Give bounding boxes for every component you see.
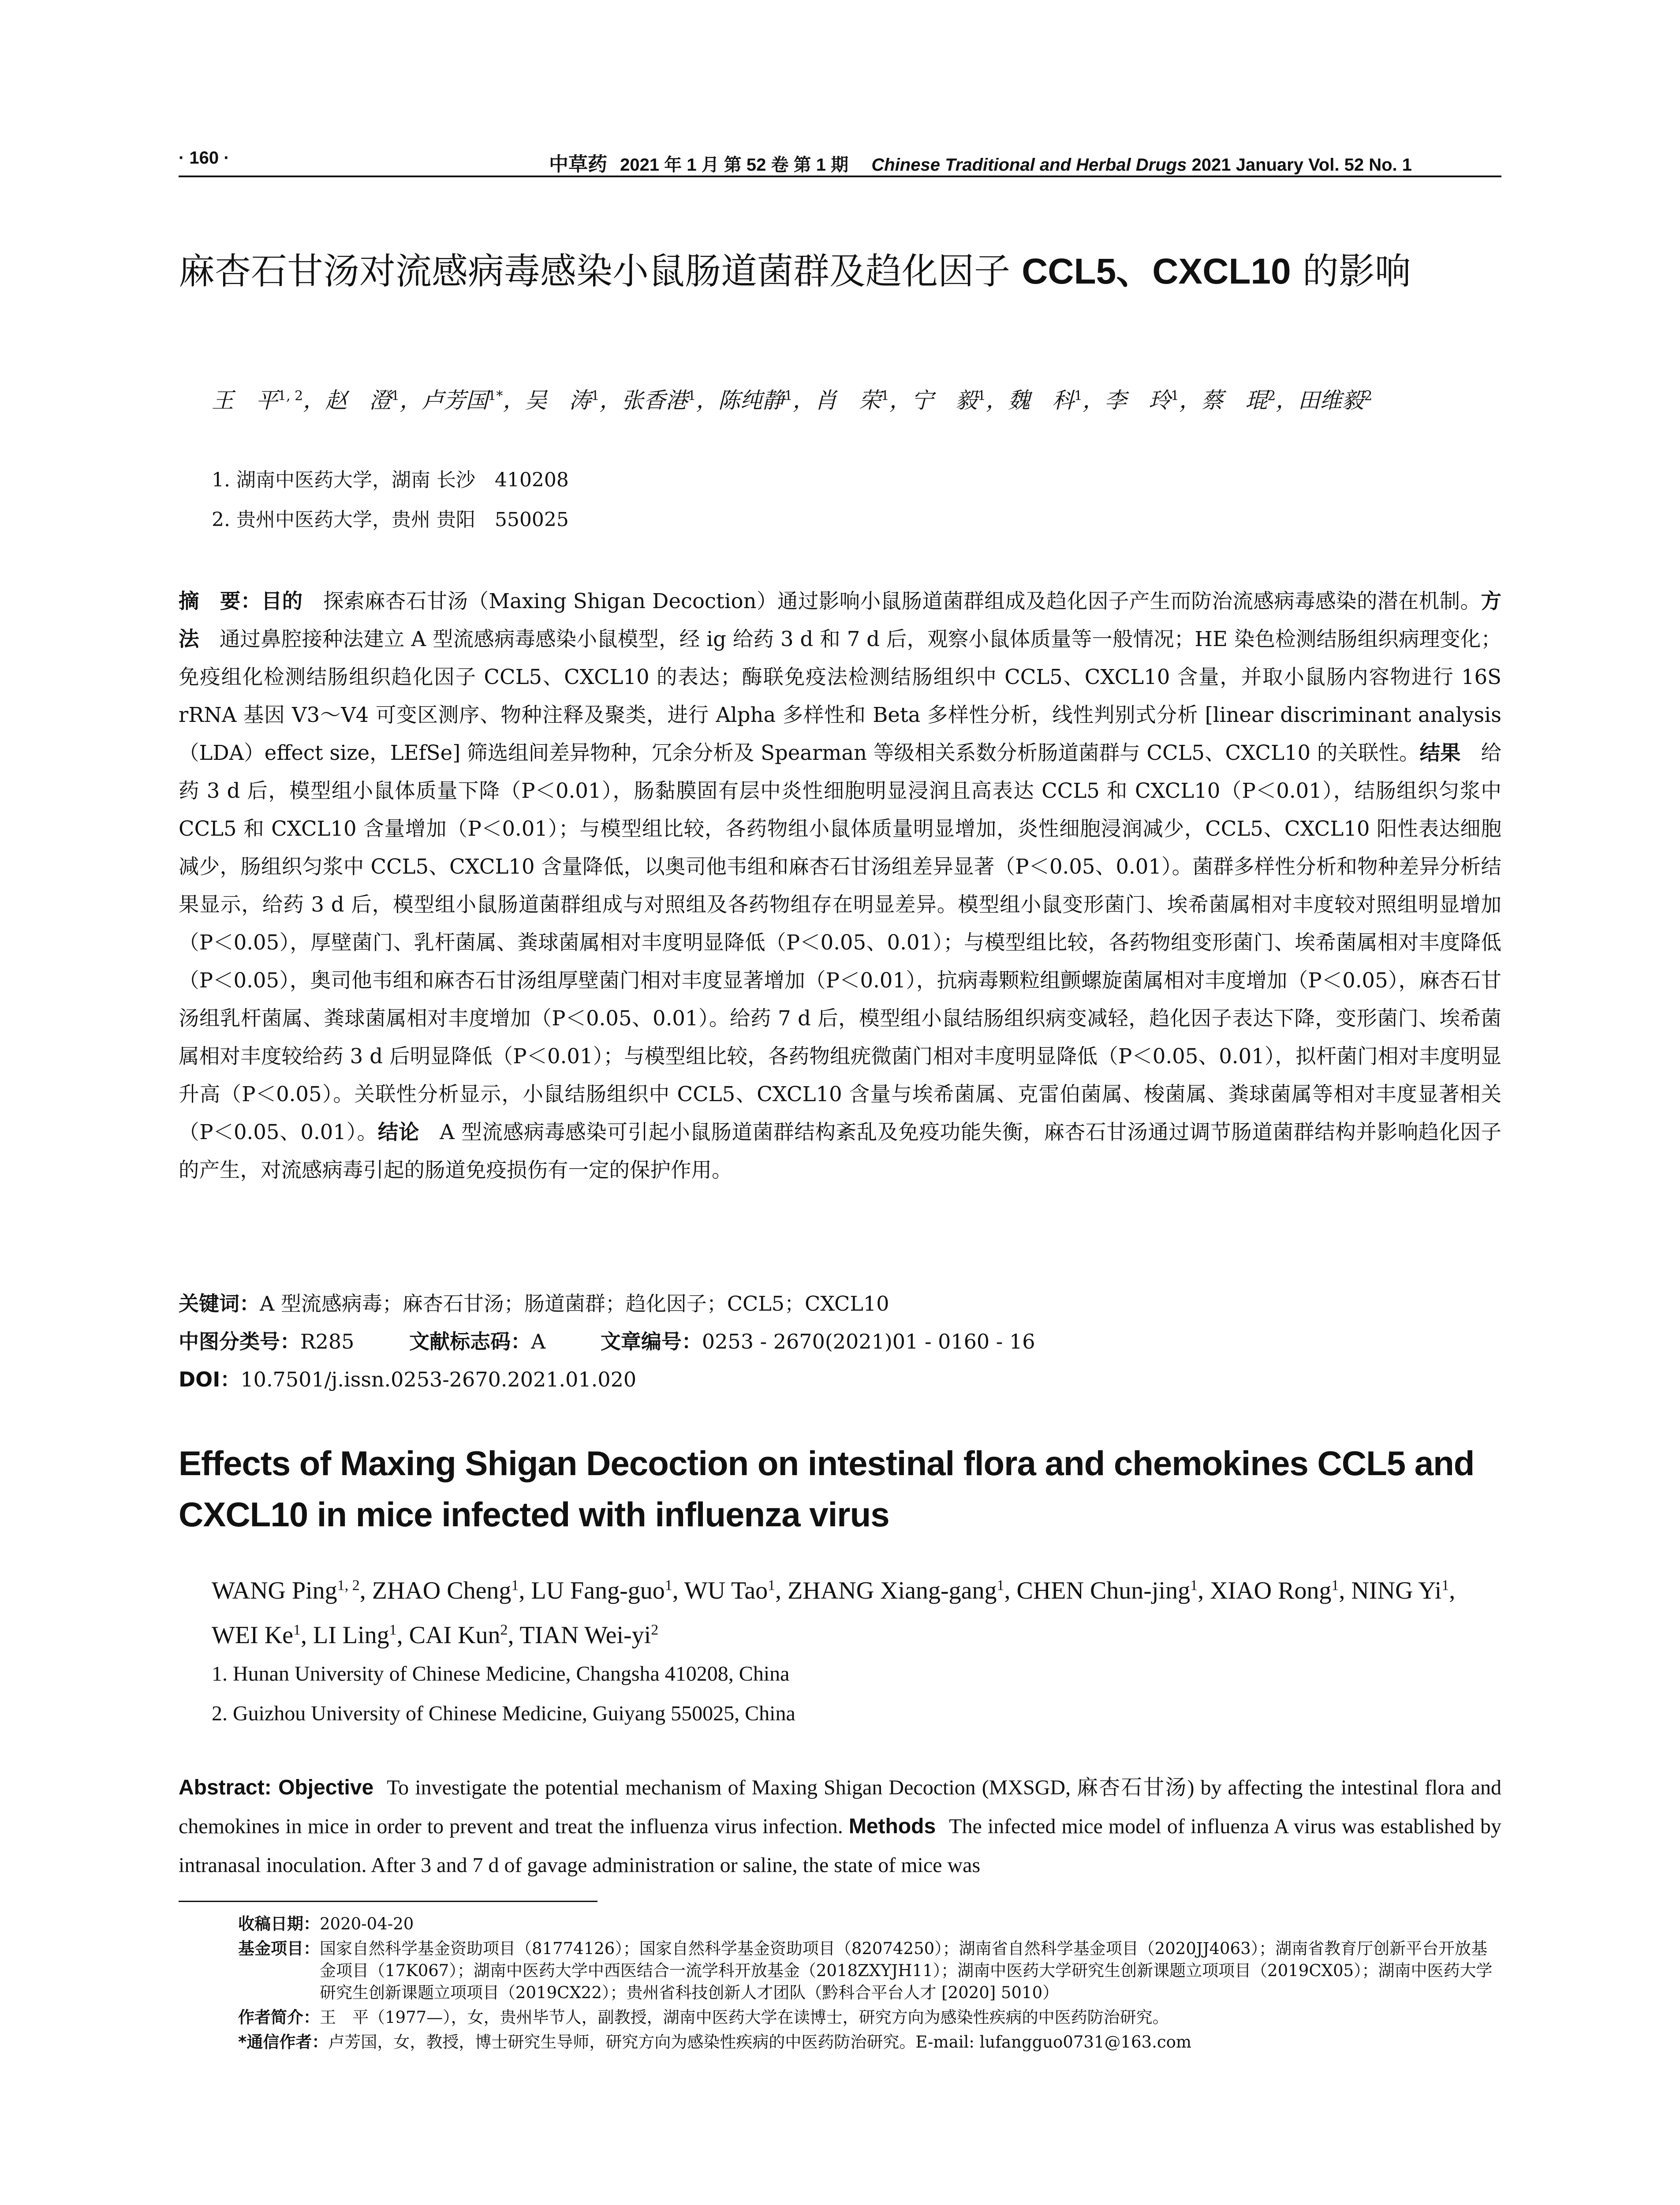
clc-value: R285 xyxy=(300,1330,355,1353)
methods-zh: 通过鼻腔接种法建立 A 型流感病毒感染小鼠模型，经 ig 给药 3 d 和 7 d 后，观察小鼠体质量等一般情况；HE 染色检测结肠组织病理变化；免疫组化检测结肠组织趋化因子 CCL5、CXCL10 的表达；酶联免疫法检测结肠组织中 CCL5、CXCL10 含量，并取小鼠肠内容物进行 16S rRNA 基因 V3～V4 可变区测序、物种注释及聚类，进行 Alpha 多样性和 Beta 多样性分析，线性判别式分析 [linear discriminant analysis（LDA）effect size，LEfSe] 筛选组间差异物种，冗余分析及 Spearman 等级相关系数分析肠道菌群与 CCL5、CXCL10 的关联性。 xyxy=(179,627,1502,765)
conclusion-zh-label: 结论 xyxy=(377,1120,420,1144)
title-zh xyxy=(179,243,1501,300)
author: LI Ling$^1$ xyxy=(313,1622,397,1649)
author: NING Yi$^1$ xyxy=(1351,1577,1449,1604)
affiliation-zh-2: 2. 贵州中医药大学，贵州 贵阳 550025 xyxy=(212,508,569,531)
objective-en: To investigate the potential mechanism of Maxing Shigan Decoction (MXSGD, 麻杏石甘汤) by affecting the intestinal flora and chemokines in mice in order to prevent and treat the influenza virus infection. xyxy=(179,1776,1501,1838)
title-zh-main: 麻杏石甘汤对流感病毒感染小鼠肠道菌群及趋化因子 xyxy=(179,250,1022,292)
affiliation-en-1: 1. Hunan University of Chinese Medicine, Changsha 410208, China xyxy=(212,1662,790,1686)
author: WEI Ke$^1$ xyxy=(212,1622,301,1649)
methods-en: The infected mice model of influenza A virus was established by intranasal inoculation. After 3 and 7 d of gavage administration or saline, the state of mice was xyxy=(179,1815,1502,1877)
page-number: · 160 · xyxy=(179,148,230,168)
keywords-value: A 型流感病毒；麻杏石甘汤；肠道菌群；趋化因子；CCL5；CXCL10 xyxy=(260,1292,889,1316)
author: 赵 澄$^1$ xyxy=(325,387,400,413)
author: CHEN Chun-jing$^1$ xyxy=(1016,1577,1198,1604)
authors-en: WANG Ping$^{1, 2}$, ZHAO Cheng$^1$, LU Fang-guo$^1$, WU Tao$^1$, ZHANG Xiang-gang$^1$, CHEN Chun-jing$^1$, XIAO Rong$^1$, NING Yi$^1$, WEI Ke$^1$, LI Ling$^1$, CAI Kun$^2$, TIAN Wei-$yi^2$ xyxy=(212,1577,1456,1649)
author: 王 平$^{1, 2}$ xyxy=(212,387,303,413)
footnote-author-bio: 作者简介： 王 平（1977—），女，贵州毕节人，副教授，湖南中医药大学在读博士，研究方向为感染性疾病的中医药防治研究。 xyxy=(238,2008,1169,2027)
author: 卢芳国$^{1*}$ xyxy=(422,387,503,413)
author: CAI Kun$^2$ xyxy=(409,1622,508,1649)
footnote-corresponding: *通信作者： 卢芳国，女，教授，博士研究生导师，研究方向为感染性疾病的中医药防治研究。E-mail: lufangguo0731@163.com xyxy=(238,2033,1191,2052)
doi-value[interactable]: 10.7501/j.issn.0253-2670.2021.01.020 xyxy=(240,1368,637,1391)
author: 魏 科$^1$ xyxy=(1008,387,1083,413)
abstract-en xyxy=(179,1768,1501,1885)
title-zh-tail: 的影响 xyxy=(1291,250,1411,292)
objective-zh-label: 目的 xyxy=(261,589,303,613)
footnotes xyxy=(238,1913,1501,2056)
author: LU Fang-guo$^1$ xyxy=(531,1577,672,1604)
author: 吴 涛$^1$ xyxy=(525,387,600,413)
issue-zh: 2021 年 1 月 第 52 卷 第 1 期 xyxy=(620,155,849,175)
results-zh: 给药 3 d 后，模型组小鼠体质量下降（P＜0.01），肠黏膜固有层中炎性细胞明显浸润且高表达 CCL5 和 CXCL10（P＜0.01），结肠组织匀浆中 CCL5 和 CXCL10 含量增加（P＜0.01）；与模型组比较，各药物组小鼠体质量明显增加，炎性细胞浸润减少，CCL5、CXCL10 阳性表达细胞减少，肠组织匀浆中 CCL5、CXCL10 含量降低，以奥司他韦组和麻杏石甘汤组差异显著（P＜0.05、0.01）。菌群多样性分析和物种差异分析结果显示，给药 3 d 后，模型组小鼠肠道菌群组成与对照组及各药物组存在明显差异。模型组小鼠变形菌门、埃希菌属相对丰度较对照组明显增加（P＜0.05），厚壁菌门、乳杆菌属、粪球菌属相对丰度明显降低（P＜0.05、0.01）；与模型组比较，各药物组变形菌门、埃希菌属相对丰度降低（P＜0.05），奥司他韦组和麻杏石甘汤组厚壁菌门相对丰度显著增加（P＜0.01），抗病毒颗粒组颤螺旋菌属相对丰度增加（P＜0.05），麻杏石甘汤组乳杆菌属、粪球菌属相对丰度增加（P＜0.05、0.01）。给药 7 d 后，模型组小鼠结肠组织病变减轻，趋化因子表达下降，变形菌门、埃希菌属相对丰度较给药 3 d 后明显降低（P＜0.01）；与模型组比较，各药物组疣微菌门相对丰度明显降低（P＜0.05、0.01），拟杆菌门相对丰度明显升高（P＜0.05）。关联性分析显示，小鼠结肠组织中 CCL5、CXCL10 含量与埃希菌属、克雷伯菌属、梭菌属、粪球菌属等相对丰度显著相关（P＜0.05、0.01）。 xyxy=(179,741,1502,1144)
keywords-label: 关键词： xyxy=(179,1292,260,1316)
author: ZHANG Xiang-gang$^1$ xyxy=(788,1577,1004,1604)
methods-en-label: Methods xyxy=(848,1815,936,1838)
author: TIAN Wei-$yi^2$ xyxy=(519,1622,659,1649)
author: 蔡 琨$^2$ xyxy=(1201,387,1276,413)
article-number-label: 文章编号： xyxy=(600,1330,702,1353)
journal-line xyxy=(549,148,1412,176)
journal-name-en: Chinese Traditional and Herbal Drugs xyxy=(871,155,1187,175)
doc-code-label: 文献标志码： xyxy=(409,1330,531,1353)
objective-zh: 探索麻杏石甘汤（Maxing Shigan Decoction）通过影响小鼠肠道菌群组成及趋化因子产生而防治流感病毒感染的潜在机制。 xyxy=(323,589,1481,613)
author: 张香港$^1$ xyxy=(621,387,696,413)
article-number-value: 0253 - 2670(2021)01 - 0160 - 16 xyxy=(702,1330,1035,1353)
footnote-received: 收稿日期： 2020-04-20 xyxy=(238,1914,414,1933)
abstract-zh-label: 摘 要： xyxy=(179,589,261,613)
author: XIAO Rong$^1$ xyxy=(1210,1577,1339,1604)
author: WANG Ping$^{1, 2}$ xyxy=(212,1577,360,1604)
clc-label: 中图分类号： xyxy=(179,1330,300,1353)
author: 田维毅$^2$ xyxy=(1298,387,1373,413)
doc-code-value: A xyxy=(531,1330,546,1353)
footnote-rule xyxy=(179,1901,597,1902)
methods-zh-label: 方法 xyxy=(179,589,1502,651)
affiliation-en-2: 2. Guizhou University of Chinese Medicine, Guiyang 550025, China xyxy=(212,1702,795,1725)
header-rule xyxy=(179,176,1501,177)
author: ZHAO Cheng$^1$ xyxy=(372,1577,519,1604)
keywords-zh xyxy=(179,1288,1501,1317)
abstract-zh xyxy=(179,582,1501,1189)
results-zh-label: 结果 xyxy=(1419,741,1461,765)
running-header xyxy=(179,146,1501,176)
author: WU Tao$^1$ xyxy=(684,1577,776,1604)
title-zh-terms: CCL5、CXCL10 xyxy=(1022,251,1291,292)
conclusion-zh: A 型流感病毒感染可引起小鼠肠道菌群结构紊乱及免疫功能失衡，麻杏石甘汤通过调节肠道菌群结构并影响趋化因子的产生，对流感病毒引起的肠道免疫损伤有一定的保护作用。 xyxy=(179,1120,1501,1182)
abstract-en-label: Abstract: Objective xyxy=(179,1776,374,1799)
doi-label: DOI： xyxy=(179,1368,241,1391)
author: 李 玲$^1$ xyxy=(1105,387,1180,413)
author: 肖 荣$^1$ xyxy=(814,387,889,413)
author: 宁 毅$^1$ xyxy=(911,387,986,413)
doi xyxy=(179,1364,1501,1393)
affiliation-zh-1: 1. 湖南中医药大学，湖南 长沙 410208 xyxy=(212,469,569,491)
issue-en: 2021 January Vol. 52 No. 1 xyxy=(1191,155,1412,175)
journal-name-zh: 中草药 xyxy=(549,153,607,176)
authors-zh: 王 平$^{1, 2}$，赵 澄$^1$，卢芳国$^{1*}$，吴 涛$^1$，张香港$^1$，陈纯静$^1$，肖 荣$^1$，宁 毅$^1$，魏 科$^1$，李 玲$^1$，蔡 琨$^2$，田维毅$^2$ xyxy=(212,387,1373,413)
author: 陈纯静$^1$ xyxy=(718,387,793,413)
title-en: Effects of Maxing Shigan Decoction on intestinal flora and chemokines CCL5 and CXCL10 in mice infected with influenza virus xyxy=(179,1444,1475,1534)
classification xyxy=(179,1326,1501,1355)
footnote-funding: 基金项目： 国家自然科学基金资助项目（81774126）；国家自然科学基金资助项目（82074250）；湖南省自然科学基金项目（2020JJ4063）；湖南省教育厅创新平台开放基金项目（17K067）；湖南中医药大学中西医结合一流学科开放基金（2018ZXYJH11）；湖南中医药大学研究生创新课题立项项目（2019CX05）；湖南中医药大学研究生创新课题立项项目（2019CX22）；贵州省科技创新人才团队（黔科合平台人才 [2020] 5010） xyxy=(238,1939,1493,2002)
